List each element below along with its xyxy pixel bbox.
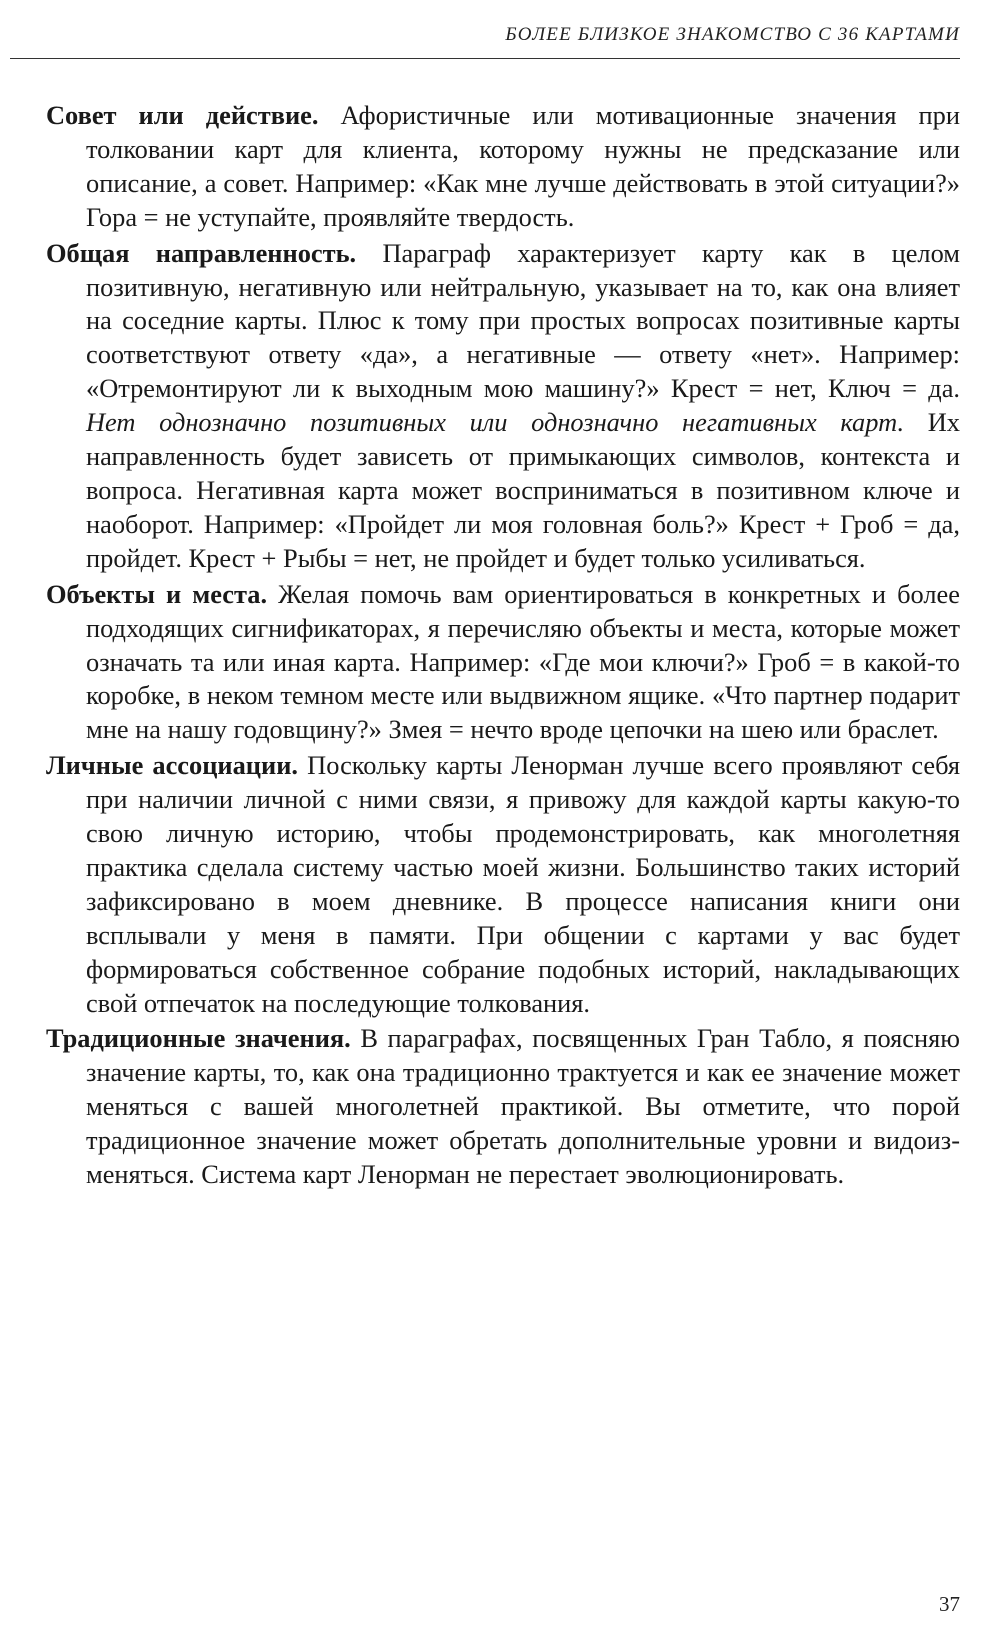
entry-text: Поскольку карты Ленорман лучше всего проявляют себя при наличии личной с ними связи, я привожу для каждой карты какую-то свою личную историю, чтобы продемонстрировать, как многолетняя практика сделала систему частью моей жизни. Большинство таких историй зафиксировано в моем дневнике. В процессе написания книги они всплывали у меня в памяти. При общении с картами у вас будет формироваться собственное собрание подобных историй, накладывающих свой отпечаток на последующие толкования. — [86, 750, 960, 1018]
entry-traditional-meanings — [46, 1022, 960, 1192]
entry-advice — [46, 99, 960, 235]
page-body — [46, 99, 960, 1194]
entry-text: Афористичные или мотивационные значения при толковании карт для клиента, которому нужны не предсказание или описание, а совет. Например: «Как мне лучше действовать в этой ситуации?» Гора = не уступайте, проявляйте твердость. — [86, 100, 960, 232]
entry-text: Желая помочь вам ориентироваться в конкретных и более подходящих сигнификаторах, я перечисляю объекты и места, которые может означать та или иная карта. Например: «Где мои ключи?» Гроб = в какой-то коробке, в неком темном месте или выдвижном ящике. «Что партнер подарит мне на нашу годовщину?» Змея = нечто вроде цепочки на шею или браслет. — [86, 578, 960, 745]
entry-text: В параграфах, посвященных Гран Табло, я поясняю значение карты, то, как она традиционно трактуется и как ее значение может меняться с вашей многолетней практикой. Вы отметите, что порой традиционное значение может обретать дополнительные уровни и видоизменяться. Система карт Ленорман не перестает эволюционировать. — [86, 1023, 960, 1190]
entry-italic-note: Нет однозначно позитивных или однозначно негативных карт. — [86, 407, 905, 438]
entry-term: Традиционные значения. — [46, 1023, 351, 1054]
entry-term: Совет или действие. — [46, 100, 319, 130]
entry-text: Параграф характеризует карту как в целом позитивную, негативную или нейтральную, указывает на то, как она влияет на соседние карты. Плюс к тому при простых вопросах позитивные карты соответствуют ответу «да», а негативные — ответу «нет». Например: «Отремонтируют ли к выходным мою машину?» Крест = нет, Ключ = да. — [86, 237, 960, 404]
entry-personal-associations — [46, 749, 960, 1020]
entry-term: Личные ассоциации. — [46, 750, 299, 781]
entry-general-direction — [46, 237, 960, 576]
running-head: БОЛЕЕ БЛИЗКОЕ ЗНАКОМСТВО С 36 КАРТАМИ — [505, 24, 960, 45]
entry-objects-places — [46, 578, 960, 748]
entry-term: Общая направленность. — [46, 237, 357, 268]
page-number: 37 — [939, 1592, 960, 1616]
header-rule — [10, 58, 960, 59]
entry-term: Объекты и места. — [46, 578, 268, 609]
entry-text-continued: Их направленность будет зависеть от примыкающих символов, контекста и вопроса. Негативная карта может восприниматься в позитивном ключе и наоборот. Например: «Пройдет ли моя головная боль?» Крест + Гроб = да, пройдет. Крест + Рыбы = нет, не пройдет и будет только усиливаться. — [86, 407, 960, 573]
